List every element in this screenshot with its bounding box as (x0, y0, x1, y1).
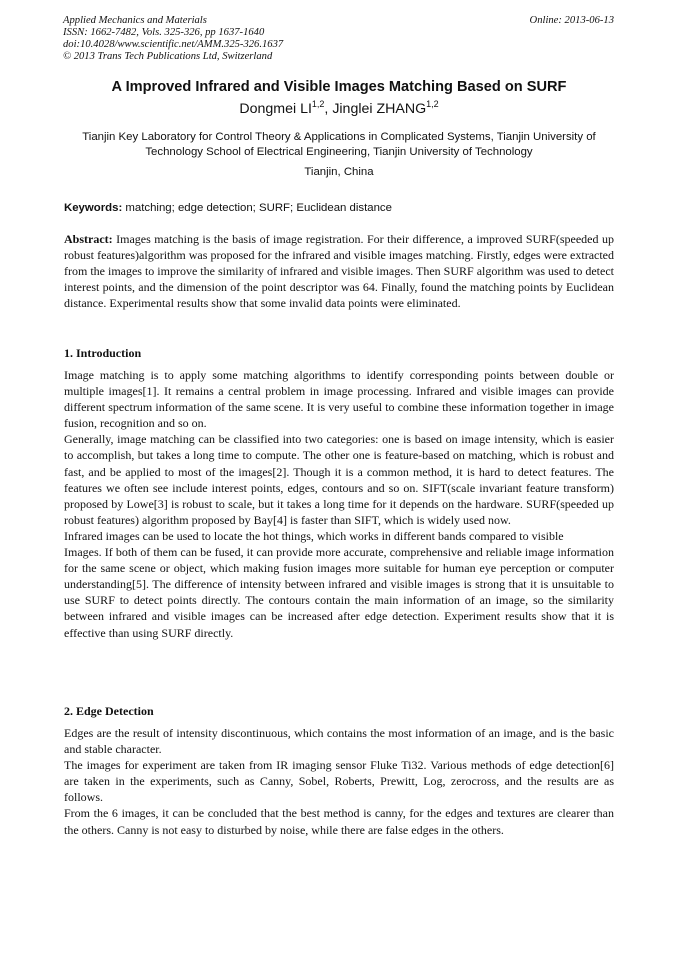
journal-header (63, 15, 283, 63)
journal-copyright: © 2013 Trans Tech Publications Ltd, Switzerland (63, 51, 273, 62)
edge-paragraph: Edges are the result of intensity discontinuous, which contains the most information of an image, and is the basic and stable character. (64, 726, 614, 757)
intro-paragraph: Images. If both of them can be fused, it can provide more accurate, comprehensive and reliable image information for the same scene or object, which making fusion images more suitable for human eye perception or computer understanding[5]. The difference of intensity between infrared and visible images is strong that it is unsuitable to use SURF to detect points directly. The contours contain the main information of an image, so the similarity between infrared and visible images can be increased after edge detection. Experiment results show that it is effective than using SURF directly. (64, 545, 614, 640)
author-1-affiliation-mark: 1,2 (311, 99, 325, 109)
intro-paragraph: Generally, image matching can be classified into two categories: one is based on image intensity, which is easier to accomplish, but takes a long time to compute. The other one is feature-based on matching, which is robust and fast, and be applied to most of the images[2]. Though it is a common method, it is hard to detect features. The features we often see include interest points, edges, contours and so on. SIFT(scale invariant feature transform) proposed by Lowe[3] is robust to scale, but it takes a long time for it depends on the hardware. SURF(speeded up robust features) algorithm proposed by Bay[4] is faster than SIFT, which is widely used now. (64, 432, 614, 527)
journal-issn: ISSN: 1662-7482, Vols. 325-326, pp 1637-1640 (63, 27, 265, 38)
author-separator: , (324, 101, 333, 117)
keywords-label: Keywords: (64, 202, 123, 214)
abstract (64, 231, 614, 311)
affiliation-city: Tianjin, China (304, 166, 374, 178)
edge-detection-body (64, 725, 614, 838)
online-date: Online: 2013-06-13 (529, 15, 614, 26)
affiliation: Tianjin Key Laboratory for Control Theory & Applications in Complicated Systems, Tianjin University of Technology School of Electrical Engineering, Tianjin University of Technology (82, 131, 596, 158)
author-line (0, 101, 678, 117)
journal-doi: doi:10.4028/www.scientific.net/AMM.325-326.1637 (63, 39, 284, 50)
author-2-affiliation-mark: 1,2 (426, 99, 439, 109)
keywords-text: matching; edge detection; SURF; Euclidean distance (122, 202, 392, 214)
abstract-text: Images matching is the basis of image registration. For their difference, a improved SURF(speeded up robust features)algorithm was proposed for the infrared and visible images matching. Firstly, edges were extracted from the images to improve the similarity of infrared and visible images. Then SURF algorithm was used to detect interest points, and the dimension of the point descriptor was 64. Finally, found the matching points by Euclidean distance. Experimental results show that some invalid data points were eliminated. (64, 232, 614, 311)
edge-paragraph: The images for experiment are taken from IR imaging sensor Fluke Ti32. Various methods of edge detection[6] are taken in the experiments, such as Canny, Sobel, Roberts, Prewitt, Log, zerocross, and the results are as follows. (64, 758, 614, 805)
section-heading-introduction: 1. Introduction (64, 346, 142, 360)
paper-title: A Improved Infrared and Visible Images Matching Based on SURF (111, 79, 567, 95)
edge-paragraph: From the 6 images, it can be concluded that the best method is canny, for the edges and textures are clearer than the others. Canny is not easy to disturbed by noise, while there are false edges in the others. (64, 806, 614, 837)
abstract-label: Abstract: (64, 232, 113, 246)
section-heading-edge-detection: 2. Edge Detection (64, 704, 154, 718)
author-2-name: Jinglei ZHANG (332, 101, 427, 117)
journal-name: Applied Mechanics and Materials (63, 15, 207, 26)
introduction-body (64, 367, 614, 641)
keywords (64, 202, 614, 214)
intro-paragraph: Image matching is to apply some matching algorithms to identify corresponding points between double or multiple images[1]. It remains a central problem in image processing. Infrared and visible images can provide different spectrum information of the same scene. It is very useful to combine these information together in image fusion, recognition and so on. (64, 368, 614, 431)
author-1-name: Dongmei LI (239, 101, 312, 117)
intro-paragraph: Infrared images can be used to locate the hot things, which works in different bands compared to visible (64, 528, 564, 543)
